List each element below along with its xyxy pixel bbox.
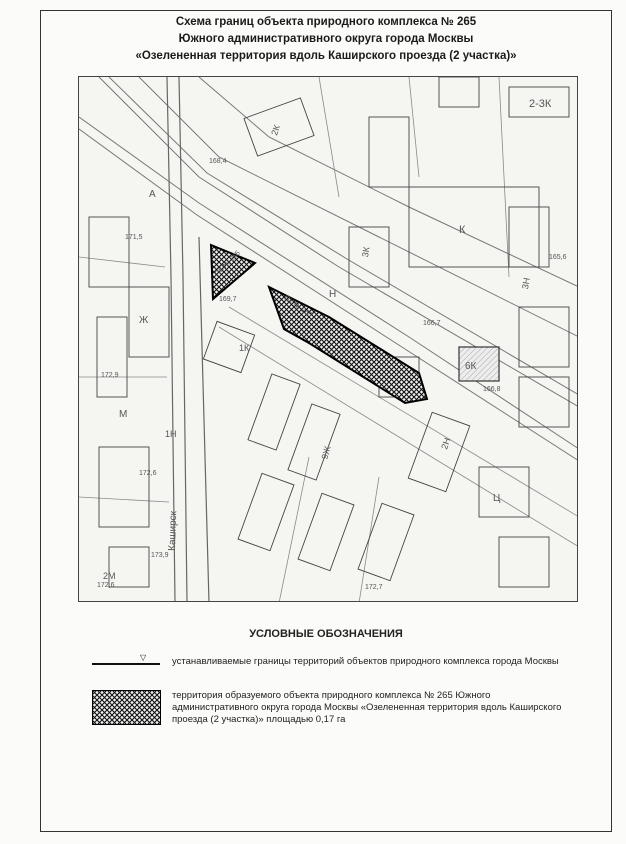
building-label-6: М [119, 409, 128, 420]
elevation-3: 172,9 [101, 372, 119, 379]
boundary-description: устанавливаемые границы территорий объектов природного комплекса города Москвы [172, 656, 559, 667]
building-label-7: 6К [465, 361, 477, 372]
title-line-1: Схема границ объекта природного комплекса № 265 [175, 16, 477, 28]
building-label-13: 1Н [165, 429, 177, 439]
building-label-14: 2-3К [529, 98, 552, 110]
building-label-16: 9Ж [319, 444, 333, 461]
cadastral-map[interactable] [78, 76, 578, 602]
building-label-2: А [149, 189, 156, 200]
elevation-1: 168,4 [209, 158, 227, 165]
elevation-9: 173,9 [151, 552, 169, 559]
building-label-11: Н [329, 289, 337, 300]
street-name: Каширск [166, 510, 180, 552]
elevation-5: 166,7 [423, 320, 441, 327]
building-label-10: 3Н [520, 276, 532, 290]
elevation-4: 169,7 [219, 296, 237, 303]
elevation-8: 172,7 [365, 584, 383, 591]
polygon-label-1: ПК № 265 [214, 249, 242, 278]
map-title [40, 14, 612, 65]
building-label-9: 2М [103, 571, 116, 581]
hatched-area-symbol [92, 690, 162, 726]
boundary-line-symbol [92, 656, 162, 672]
elevation-6: 166,8 [483, 386, 501, 393]
building-label-5: 2Н [439, 436, 453, 451]
building-label-12: Ц [493, 493, 501, 504]
elevation-10: 172,6 [97, 582, 115, 589]
elevation-11: 165,6 [549, 254, 567, 261]
building-label-8: Ж [139, 315, 149, 326]
elevation-7: 172,6 [139, 470, 157, 477]
building-label-1: 2К [269, 123, 283, 137]
elevation-2: 171,5 [125, 234, 143, 241]
building-label-4: 3К [360, 246, 372, 258]
polygon-label-2: ПК № 265 [282, 294, 314, 319]
title-line-2: Южного административного округа города Москвы [178, 33, 474, 45]
building-label-3: К [459, 224, 466, 236]
area-description: территория образуемого объекта природного комплекса № 265 Южного административного округа города Москвы «Озелененная территория вдоль Каширского проезда (2 участка)» площадью 0,17 га [172, 690, 562, 725]
legend-title: УСЛОВНЫЕ ОБОЗНАЧЕНИЯ [249, 628, 403, 640]
map-drawing [79, 77, 578, 602]
boundary-marker-icon: ▽ [140, 653, 147, 662]
building-label-15: 1К [239, 343, 250, 353]
title-line-3: «Озелененная территория вдоль Каширского проезда (2 участка)» [135, 50, 517, 62]
